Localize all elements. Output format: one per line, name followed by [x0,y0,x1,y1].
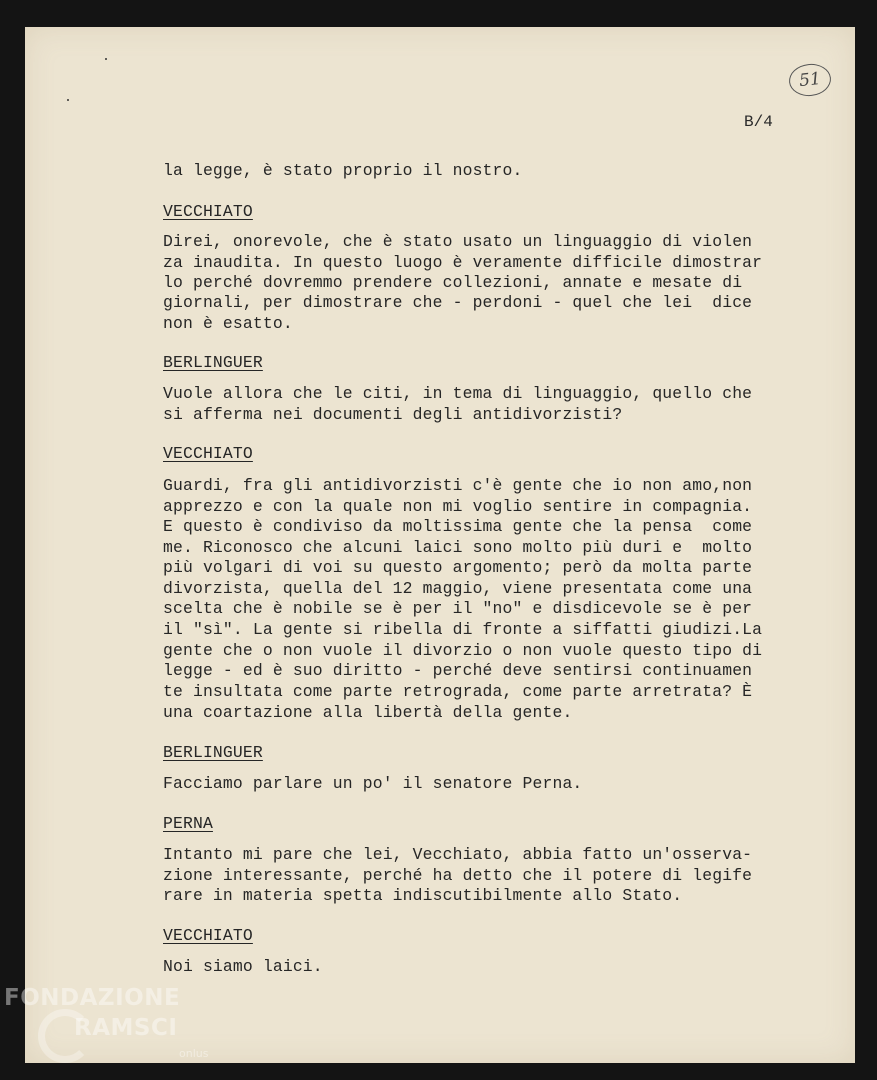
speaker-label: VECCHIATO [163,202,253,221]
text-line: za inaudita. In questo luogo è veramente difficile dimostrar [163,253,763,272]
text-line: lo perché dovremmo prendere collezioni, annate e mesate di [163,273,743,292]
text-line: E questo è condiviso da moltissima gente che la pensa come [163,517,753,536]
text-line: più volgari di voi su questo argomento; però da molta parte [163,558,753,577]
text-line: una coartazione alla libertà della gente. [163,703,573,722]
speaker-label: VECCHIATO [163,926,253,945]
text-line: te insultata come parte retrograda, come parte arretrata? È [163,682,753,701]
ink-speck [67,99,69,101]
text-line: il "sì". La gente si ribella di fronte a siffatti giudizi.La [163,620,763,639]
text-line: me. Riconosco che alcuni laici sono molto più duri e molto [163,538,753,557]
text-line: Facciamo parlare un po' il senatore Perna. [163,774,583,793]
text-line: Intanto mi pare che lei, Vecchiato, abbia fatto un'osserva- [163,845,753,864]
speaker-label: BERLINGUER [163,353,263,372]
page-reference: B/4 [744,113,773,131]
text-line: divorzista, quella del 12 maggio, viene presentata come una [163,579,753,598]
speaker-label: PERNA [163,814,213,833]
watermark-logo [4,985,224,1080]
text-line: giornali, per dimostrare che - perdoni - quel che lei dice [163,293,753,312]
text-line: non è esatto. [163,314,293,333]
speaker-label: BERLINGUER [163,743,263,762]
text-line: Noi siamo laici. [163,957,323,976]
text-line: Guardi, fra gli antidivorzisti c'è gente che io non amo,non [163,476,753,495]
watermark-line2: RAMSCI [74,1015,178,1041]
text-line: Direi, onorevole, che è stato usato un linguaggio di violen [163,232,753,251]
text-line: gente che o non vuole il divorzio o non vuole questo tipo di [163,641,763,660]
text-line: si afferma nei documenti degli antidivorzisti? [163,405,623,424]
speaker-label: VECCHIATO [163,444,253,463]
text-line: Vuole allora che le citi, in tema di linguaggio, quello che [163,384,753,403]
text-line: rare in materia spetta indiscutibilmente allo Stato. [163,886,683,905]
watermark-line1: FONDAZIONE [4,985,181,1011]
watermark-sub: onlus [179,1047,209,1060]
text-line: scelta che è nobile se è per il "no" e disdicevole se è per [163,599,753,618]
text-line: zione interessante, perché ha detto che il potere di legife [163,866,753,885]
text-line: legge - ed è suo diritto - perché deve sentirsi continuamen [163,661,753,680]
text-line: apprezzo e con la quale non mi voglio sentire in compagnia. [163,497,753,516]
text-line: la legge, è stato proprio il nostro. [163,161,523,180]
ink-speck [105,58,107,60]
page-number: 51 [787,62,832,98]
